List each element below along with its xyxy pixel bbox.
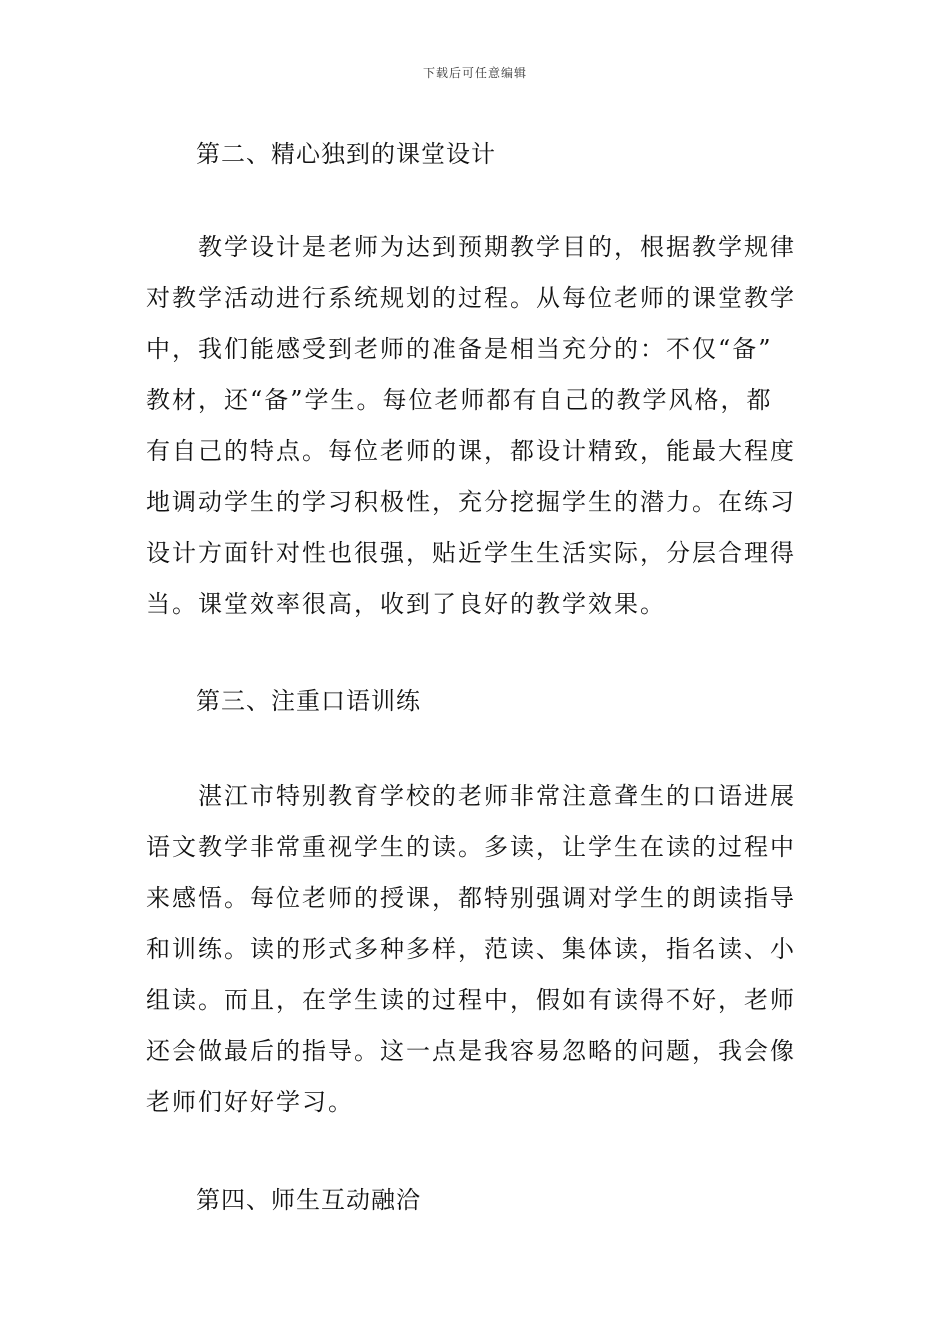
section-paragraph-2 bbox=[146, 222, 806, 630]
section-heading-4: 第四、师生互动融洽 bbox=[196, 1186, 421, 1214]
section-heading-3: 第三、注重口语训练 bbox=[196, 687, 421, 715]
section-heading-2: 第二、精心独到的课堂设计 bbox=[196, 140, 496, 168]
paragraph-line: 语文教学非常重视学生的读。多读，让学生在读的过程中 bbox=[146, 833, 796, 861]
page-header: 下载后可任意编辑 bbox=[422, 66, 527, 80]
paragraph-line: 教材，还“备”学生。每位老师都有自己的教学风格，都 bbox=[146, 386, 773, 414]
paragraph-line: 对教学活动进行系统规划的过程。从每位老师的课堂教学 bbox=[146, 284, 796, 312]
paragraph-line: 地调动学生的学习积极性，充分挖掘学生的潜力。在练习 bbox=[146, 488, 796, 516]
paragraph-line: 湛江市特别教育学校的老师非常注意聋生的口语进展 bbox=[146, 782, 796, 810]
paragraph-line: 老师们好好学习。 bbox=[146, 1088, 354, 1116]
paragraph-line: 中，我们能感受到老师的准备是相当充分的：不仅“备” bbox=[146, 335, 773, 363]
paragraph-line: 和训练。读的形式多种多样，范读、集体读，指名读、小 bbox=[146, 935, 796, 963]
paragraph-line: 设计方面针对性也很强，贴近学生生活实际，分层合理得 bbox=[146, 539, 796, 567]
paragraph-line: 组读。而且，在学生读的过程中，假如有读得不好，老师 bbox=[146, 986, 796, 1014]
paragraph-line: 来感悟。每位老师的授课，都特别强调对学生的朗读指导 bbox=[146, 884, 796, 912]
section-paragraph-3 bbox=[146, 771, 806, 1128]
paragraph-line: 教学设计是老师为达到预期教学目的，根据教学规律 bbox=[146, 233, 796, 261]
paragraph-line: 还会做最后的指导。这一点是我容易忽略的问题，我会像 bbox=[146, 1037, 796, 1065]
paragraph-line: 当。课堂效率很高，收到了良好的教学效果。 bbox=[146, 590, 666, 618]
paragraph-line: 有自己的特点。每位老师的课，都设计精致，能最大程度 bbox=[146, 437, 796, 465]
